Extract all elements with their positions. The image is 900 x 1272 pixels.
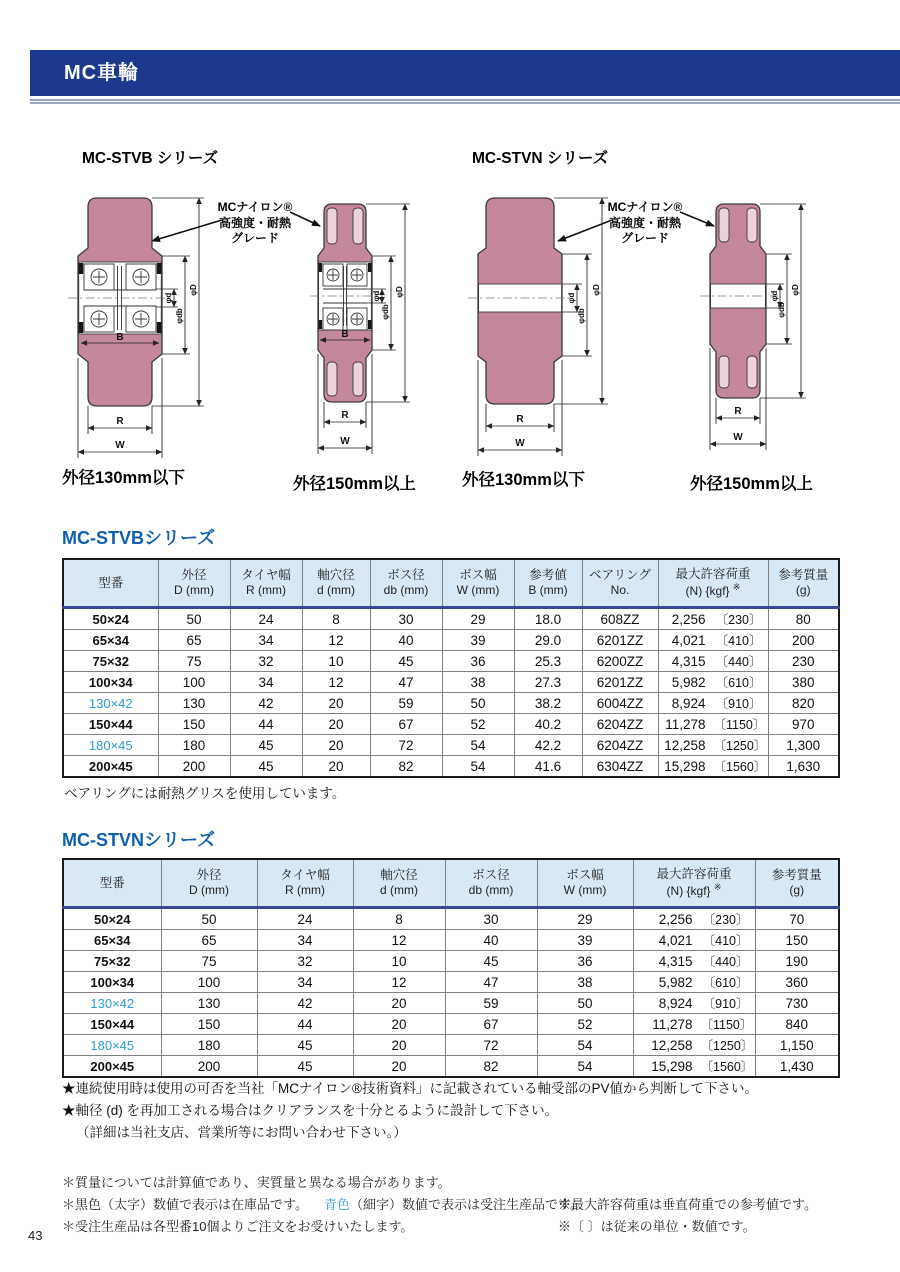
table-row bbox=[63, 608, 839, 630]
spec-cell: 47 bbox=[370, 672, 442, 693]
dim-label-D: φD bbox=[189, 284, 198, 296]
spec-cell: 72 bbox=[370, 735, 442, 756]
spec-cell: 42 bbox=[257, 993, 353, 1014]
table-row bbox=[63, 693, 839, 714]
note-line: （詳細は当社支店、営業所等にお問い合わせ下さい。） bbox=[76, 1125, 407, 1140]
table-row bbox=[63, 714, 839, 735]
spec-cell: 6004ZZ bbox=[582, 693, 658, 714]
spec-cell: 12 bbox=[353, 930, 445, 951]
header-row bbox=[63, 559, 839, 608]
spec-cell: 45 bbox=[230, 735, 302, 756]
max-load-cell: 11,278 〔1150〕 bbox=[658, 714, 768, 735]
spec-cell: 82 bbox=[370, 756, 442, 778]
model-number-cell: 50×24 bbox=[63, 608, 158, 630]
table-row bbox=[63, 1014, 839, 1035]
column-header: 参考値 B (mm) bbox=[514, 559, 582, 608]
model-number-cell: 180×45 bbox=[63, 735, 158, 756]
table-row bbox=[63, 993, 839, 1014]
model-number-cell: 150×44 bbox=[63, 714, 158, 735]
max-load-cell: 8,924 〔910〕 bbox=[633, 993, 755, 1014]
stvb-series-label: MC-STVB シリーズ bbox=[82, 150, 219, 167]
tire-recess bbox=[353, 362, 363, 396]
spec-cell: 38.2 bbox=[514, 693, 582, 714]
dim-label-D: φD bbox=[395, 286, 404, 298]
dim-label-r: R bbox=[734, 406, 742, 417]
spec-cell: 30 bbox=[370, 608, 442, 630]
stvb-under130-diagram bbox=[68, 188, 208, 470]
mass-cell: 1,430 bbox=[755, 1056, 839, 1078]
tire-recess bbox=[719, 356, 729, 388]
model-number-cell: 65×34 bbox=[63, 930, 161, 951]
column-header: ボス径 db (mm) bbox=[445, 859, 537, 908]
table-row bbox=[63, 972, 839, 993]
stvn-over150-caption: 外径150mm以上 bbox=[690, 475, 813, 493]
spec-cell: 59 bbox=[370, 693, 442, 714]
spec-cell: 75 bbox=[161, 951, 257, 972]
spec-cell: 130 bbox=[161, 993, 257, 1014]
stvb-over150-caption: 外径150mm以上 bbox=[293, 475, 416, 493]
spec-cell: 38 bbox=[442, 672, 514, 693]
spec-cell: 180 bbox=[158, 735, 230, 756]
max-load-cell: 15,298 〔1560〕 bbox=[658, 756, 768, 778]
stvn-table-container bbox=[62, 858, 840, 1078]
table-row bbox=[63, 908, 839, 930]
table-row bbox=[63, 651, 839, 672]
spec-cell: 42 bbox=[230, 693, 302, 714]
tire-recess bbox=[719, 208, 729, 242]
max-load-cell: 4,315 〔440〕 bbox=[658, 651, 768, 672]
stvb-table-container bbox=[62, 558, 840, 778]
spec-cell: 24 bbox=[230, 608, 302, 630]
mass-cell: 730 bbox=[755, 993, 839, 1014]
spec-cell: 6204ZZ bbox=[582, 714, 658, 735]
dim-label-d: φd bbox=[770, 290, 779, 302]
footnote-line: ＊質量については計算値であり、実質量と異なる場合があります。 bbox=[62, 1175, 451, 1190]
spec-cell: 24 bbox=[257, 908, 353, 930]
column-header: 軸穴径 d (mm) bbox=[353, 859, 445, 908]
spec-cell: 40 bbox=[445, 930, 537, 951]
table-row bbox=[63, 951, 839, 972]
model-number-cell: 65×34 bbox=[63, 630, 158, 651]
spec-cell: 12 bbox=[302, 630, 370, 651]
spec-cell: 39 bbox=[537, 930, 633, 951]
spec-cell: 82 bbox=[445, 1056, 537, 1078]
spec-cell: 20 bbox=[353, 1014, 445, 1035]
stvb-over150-diagram bbox=[310, 192, 415, 460]
model-number-cell: 130×42 bbox=[63, 693, 158, 714]
annotation-line: MCナイロン® bbox=[217, 200, 293, 214]
spec-cell: 10 bbox=[302, 651, 370, 672]
spec-cell: 50 bbox=[537, 993, 633, 1014]
table-row bbox=[63, 756, 839, 778]
spec-cell: 18.0 bbox=[514, 608, 582, 630]
mass-cell: 820 bbox=[768, 693, 839, 714]
spec-cell: 65 bbox=[158, 630, 230, 651]
spec-cell: 44 bbox=[257, 1014, 353, 1035]
dim-label-d: φd bbox=[567, 292, 576, 304]
dim-label-b: B bbox=[341, 329, 349, 340]
spec-cell: 6201ZZ bbox=[582, 630, 658, 651]
stvn-under130-diagram bbox=[468, 188, 613, 464]
column-header: 参考質量 (g) bbox=[755, 859, 839, 908]
spec-cell: 200 bbox=[161, 1056, 257, 1078]
annotation-line: 高強度・耐熱 bbox=[608, 215, 681, 230]
stvn-table-title: MC-STVNシリーズ bbox=[62, 830, 216, 850]
spec-cell: 10 bbox=[353, 951, 445, 972]
stvn-spec-table bbox=[62, 858, 840, 1078]
dim-label-db: φdb bbox=[381, 304, 390, 320]
spec-cell: 34 bbox=[230, 672, 302, 693]
spec-cell: 29 bbox=[537, 908, 633, 930]
spec-cell: 65 bbox=[161, 930, 257, 951]
spec-cell: 20 bbox=[353, 1056, 445, 1078]
mass-cell: 1,300 bbox=[768, 735, 839, 756]
header-divider bbox=[30, 99, 900, 104]
model-number-cell: 150×44 bbox=[63, 1014, 161, 1035]
spec-cell: 100 bbox=[161, 972, 257, 993]
mass-cell: 1,150 bbox=[755, 1035, 839, 1056]
spec-cell: 36 bbox=[537, 951, 633, 972]
dim-label-w: W bbox=[515, 438, 525, 449]
page-title: MC車輪 bbox=[64, 62, 140, 84]
column-header: 軸穴径 d (mm) bbox=[302, 559, 370, 608]
column-header: 型番 bbox=[63, 859, 161, 908]
mass-cell: 80 bbox=[768, 608, 839, 630]
spec-cell: 44 bbox=[230, 714, 302, 735]
column-header: 型番 bbox=[63, 559, 158, 608]
spec-cell: 30 bbox=[445, 908, 537, 930]
dim-label-r: R bbox=[341, 410, 349, 421]
note-line: ★軸径 (d) を再加工される場合はクリアランスを十分とるように設計して下さい。 bbox=[62, 1103, 559, 1118]
spec-cell: 45 bbox=[257, 1056, 353, 1078]
tire-recess bbox=[747, 208, 757, 242]
stvn-over150-diagram bbox=[700, 192, 810, 454]
max-load-cell: 5,982 〔610〕 bbox=[658, 672, 768, 693]
spec-cell: 6201ZZ bbox=[582, 672, 658, 693]
spec-cell: 20 bbox=[302, 735, 370, 756]
mass-cell: 190 bbox=[755, 951, 839, 972]
max-load-cell: 2,256 〔230〕 bbox=[658, 608, 768, 630]
mass-cell: 970 bbox=[768, 714, 839, 735]
dim-label-r: R bbox=[116, 416, 124, 427]
spec-cell: 8 bbox=[302, 608, 370, 630]
dim-label-d: φd bbox=[164, 292, 173, 304]
model-number-cell: 130×42 bbox=[63, 993, 161, 1014]
tire-recess bbox=[353, 208, 363, 244]
model-number-cell: 100×34 bbox=[63, 972, 161, 993]
spec-cell: 45 bbox=[257, 1035, 353, 1056]
column-header: 最大許容荷重 (N) {kgf} ※ bbox=[658, 559, 768, 608]
spec-cell: 34 bbox=[257, 930, 353, 951]
spec-cell: 40 bbox=[370, 630, 442, 651]
stvb-under130-caption: 外径130mm以下 bbox=[62, 469, 185, 487]
max-load-cell: 12,258 〔1250〕 bbox=[658, 735, 768, 756]
spec-cell: 12 bbox=[353, 972, 445, 993]
mass-cell: 840 bbox=[755, 1014, 839, 1035]
spec-cell: 50 bbox=[158, 608, 230, 630]
spec-cell: 39 bbox=[442, 630, 514, 651]
column-header: ボス幅 W (mm) bbox=[537, 859, 633, 908]
stvn-series-label: MC-STVN シリーズ bbox=[472, 150, 609, 167]
spec-cell: 100 bbox=[158, 672, 230, 693]
mass-cell: 230 bbox=[768, 651, 839, 672]
dim-label-d: φd bbox=[372, 290, 381, 302]
spec-cell: 41.6 bbox=[514, 756, 582, 778]
spec-cell: 52 bbox=[537, 1014, 633, 1035]
spec-cell: 45 bbox=[230, 756, 302, 778]
spec-cell: 36 bbox=[442, 651, 514, 672]
dim-label-b: B bbox=[116, 332, 124, 343]
max-load-cell: 4,021 〔410〕 bbox=[633, 930, 755, 951]
footnotes-left bbox=[62, 1172, 583, 1238]
column-header: ボス径 db (mm) bbox=[370, 559, 442, 608]
spec-cell: 200 bbox=[158, 756, 230, 778]
spec-cell: 50 bbox=[442, 693, 514, 714]
spec-cell: 6304ZZ bbox=[582, 756, 658, 778]
spec-cell: 54 bbox=[442, 756, 514, 778]
footnote-line: ※〔 〕は従来の単位・数値です。 bbox=[558, 1219, 756, 1234]
spec-cell: 150 bbox=[161, 1014, 257, 1035]
mass-cell: 380 bbox=[768, 672, 839, 693]
dim-label-db: φdb bbox=[175, 308, 184, 324]
spec-cell: 34 bbox=[230, 630, 302, 651]
dim-label-D: φD bbox=[791, 284, 800, 296]
column-header: 外径 D (mm) bbox=[161, 859, 257, 908]
footnote-black-part: ＊黒色（太字）数値で表示は在庫品です。 bbox=[62, 1197, 308, 1212]
tire-recess bbox=[327, 362, 337, 396]
dim-label-w: W bbox=[733, 432, 743, 443]
model-number-cell: 100×34 bbox=[63, 672, 158, 693]
spec-cell: 45 bbox=[445, 951, 537, 972]
tire-recess bbox=[747, 356, 757, 388]
dim-label-w: W bbox=[340, 436, 350, 447]
spec-cell: 54 bbox=[442, 735, 514, 756]
annotation-line: MCナイロン® bbox=[607, 200, 683, 214]
spec-cell: 130 bbox=[158, 693, 230, 714]
max-load-cell: 15,298 〔1560〕 bbox=[633, 1056, 755, 1078]
footnote-blue-word: 青色 bbox=[323, 1197, 350, 1212]
spec-cell: 8 bbox=[353, 908, 445, 930]
footnote-rest-part: （細字）数値で表示は受注生産品です。 bbox=[349, 1197, 583, 1212]
table-row bbox=[63, 630, 839, 651]
spec-cell: 20 bbox=[353, 993, 445, 1014]
page-number: 43 bbox=[28, 1228, 43, 1243]
footnote-line: ※最大許容荷重は垂直荷重での参考値です。 bbox=[558, 1197, 817, 1212]
spec-cell: 12 bbox=[302, 672, 370, 693]
max-load-cell: 5,982 〔610〕 bbox=[633, 972, 755, 993]
model-number-cell: 50×24 bbox=[63, 908, 161, 930]
spec-cell: 75 bbox=[158, 651, 230, 672]
model-number-cell: 75×32 bbox=[63, 951, 161, 972]
model-number-cell: 200×45 bbox=[63, 1056, 161, 1078]
header-row bbox=[63, 859, 839, 908]
spec-cell: 67 bbox=[445, 1014, 537, 1035]
column-header: 参考質量 (g) bbox=[768, 559, 839, 608]
spec-cell: 6204ZZ bbox=[582, 735, 658, 756]
spec-cell: 150 bbox=[158, 714, 230, 735]
spec-cell: 52 bbox=[442, 714, 514, 735]
page-header-bar bbox=[30, 50, 900, 96]
mass-cell: 200 bbox=[768, 630, 839, 651]
dim-label-w: W bbox=[115, 440, 125, 451]
dim-label-db: φdb bbox=[777, 302, 786, 318]
model-number-cell: 200×45 bbox=[63, 756, 158, 778]
spec-cell: 45 bbox=[370, 651, 442, 672]
spec-cell: 180 bbox=[161, 1035, 257, 1056]
column-header: 外径 D (mm) bbox=[158, 559, 230, 608]
dim-label-D: φD bbox=[592, 284, 601, 296]
spec-cell: 42.2 bbox=[514, 735, 582, 756]
usage-notes bbox=[62, 1078, 758, 1144]
spec-cell: 50 bbox=[161, 908, 257, 930]
spec-cell: 32 bbox=[257, 951, 353, 972]
spec-cell: 25.3 bbox=[514, 651, 582, 672]
dim-label-r: R bbox=[516, 414, 524, 425]
spec-cell: 20 bbox=[302, 693, 370, 714]
column-header: 最大許容荷重 (N) {kgf} ※ bbox=[633, 859, 755, 908]
max-load-cell: 12,258 〔1250〕 bbox=[633, 1035, 755, 1056]
stvn-under130-caption: 外径130mm以下 bbox=[462, 471, 585, 489]
annotation-line: グレード bbox=[230, 231, 279, 246]
column-header: ボス幅 W (mm) bbox=[442, 559, 514, 608]
mass-cell: 360 bbox=[755, 972, 839, 993]
spec-cell: 54 bbox=[537, 1056, 633, 1078]
spec-cell: 54 bbox=[537, 1035, 633, 1056]
column-header: タイヤ幅 R (mm) bbox=[257, 859, 353, 908]
bearing-grease-note: ベアリングには耐熱グリスを使用しています。 bbox=[64, 786, 346, 801]
footnote-line bbox=[62, 1194, 583, 1216]
annotation-line: 高強度・耐熱 bbox=[218, 215, 291, 230]
spec-cell: 608ZZ bbox=[582, 608, 658, 630]
stvb-spec-table bbox=[62, 558, 840, 778]
annotation-line: グレード bbox=[620, 231, 669, 246]
spec-cell: 38 bbox=[537, 972, 633, 993]
spec-cell: 32 bbox=[230, 651, 302, 672]
max-load-cell: 4,315 〔440〕 bbox=[633, 951, 755, 972]
max-load-cell: 8,924 〔910〕 bbox=[658, 693, 768, 714]
spec-cell: 34 bbox=[257, 972, 353, 993]
dim-label-db: φdb bbox=[577, 308, 586, 324]
note-line: ★連続使用時は使用の可否を当社「MCナイロン®技術資料」に記載されている軸受部のPV値から判断して下さい。 bbox=[62, 1081, 759, 1096]
spec-cell: 20 bbox=[302, 714, 370, 735]
spec-cell: 72 bbox=[445, 1035, 537, 1056]
spec-cell: 40.2 bbox=[514, 714, 582, 735]
column-header: タイヤ幅 R (mm) bbox=[230, 559, 302, 608]
spec-cell: 29.0 bbox=[514, 630, 582, 651]
stvb-table-title: MC-STVBシリーズ bbox=[62, 528, 216, 548]
table-row bbox=[63, 930, 839, 951]
spec-cell: 67 bbox=[370, 714, 442, 735]
mass-cell: 150 bbox=[755, 930, 839, 951]
model-number-cell: 75×32 bbox=[63, 651, 158, 672]
max-load-cell: 2,256 〔230〕 bbox=[633, 908, 755, 930]
footnote-line: ＊受注生産品は各型番10個よりご注文をお受けいたします。 bbox=[62, 1219, 414, 1234]
table-row bbox=[63, 1035, 839, 1056]
max-load-cell: 11,278 〔1150〕 bbox=[633, 1014, 755, 1035]
tire-recess bbox=[327, 208, 337, 244]
max-load-cell: 4,021 〔410〕 bbox=[658, 630, 768, 651]
mass-cell: 1,630 bbox=[768, 756, 839, 778]
spec-cell: 6200ZZ bbox=[582, 651, 658, 672]
spec-cell: 27.3 bbox=[514, 672, 582, 693]
spec-cell: 47 bbox=[445, 972, 537, 993]
spec-cell: 59 bbox=[445, 993, 537, 1014]
column-header: ベアリング No. bbox=[582, 559, 658, 608]
model-number-cell: 180×45 bbox=[63, 1035, 161, 1056]
spec-cell: 29 bbox=[442, 608, 514, 630]
spec-cell: 20 bbox=[353, 1035, 445, 1056]
spec-cell: 20 bbox=[302, 756, 370, 778]
table-row bbox=[63, 1056, 839, 1078]
mass-cell: 70 bbox=[755, 908, 839, 930]
table-row bbox=[63, 735, 839, 756]
table-row bbox=[63, 672, 839, 693]
footnotes-right bbox=[558, 1194, 817, 1238]
